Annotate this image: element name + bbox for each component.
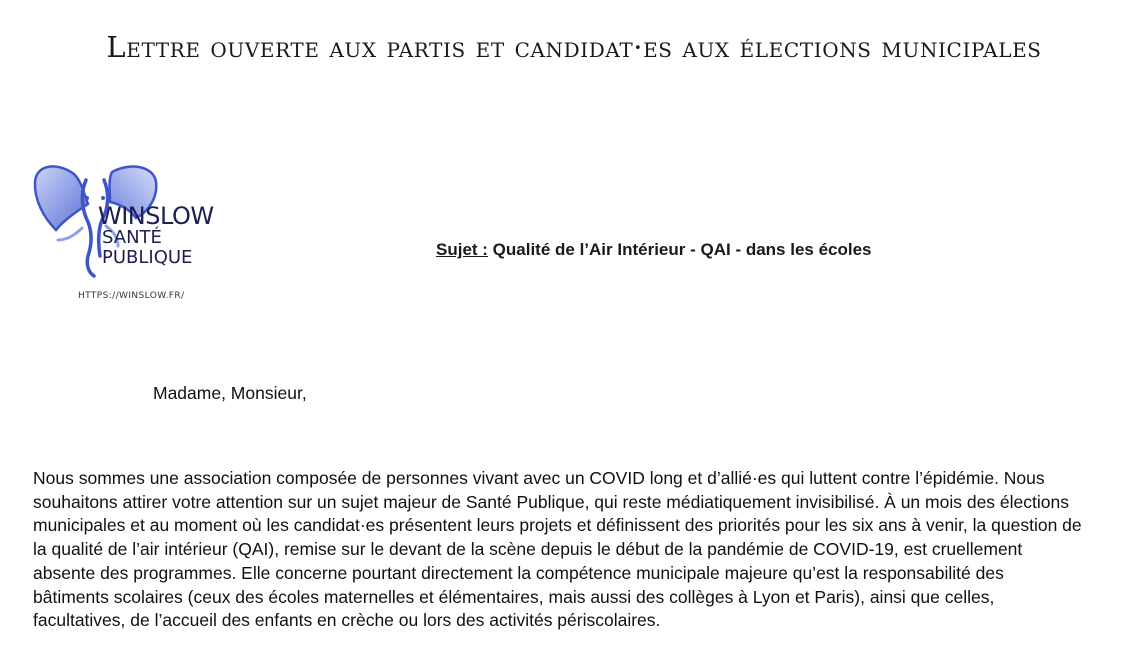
body-line: absente des programmes. Elle concerne pourtant directement la compétence municipale majeure qu’est la responsabilité des (33, 562, 1004, 583)
body-line: souhaitons attirer votre attention sur un sujet majeur de Santé Publique, qui reste médiatiquement invisibilisé. À un mois des élections (33, 491, 1069, 512)
logo-name-line1: WINSLOW (98, 202, 214, 230)
logo-name-line3: PUBLIQUE (102, 247, 193, 268)
body-line: la qualité de l’air intérieur (QAI), remise sur le devant de la scène depuis le début de la pandémie de COVID-19, est cruellement (33, 539, 1023, 560)
winslow-logo (30, 160, 230, 310)
body-line: bâtiments scolaires (ceux des écoles maternelles et élémentaires, mais aussi des collèges à Lyon et Paris), ainsi que celles, (33, 586, 995, 607)
body-line: facultatives, de l’accueil des enfants en crèche ou lors des activités périscolaires. (33, 610, 661, 631)
letter-body-paragraph (33, 467, 1118, 633)
greeting: Madame, Monsieur, (153, 383, 307, 403)
letter-title: Lettre ouverte aux partis et candidat·es aux élections municipales (106, 30, 1042, 64)
letter-subject (436, 240, 872, 260)
body-line: municipales et au moment où les candidat·es présentent leurs projets et définissent des priorités pour les six ans à venir, la question de (33, 515, 1082, 536)
subject-text: Qualité de l’Air Intérieur - QAI - dans les écoles (487, 240, 872, 259)
body-line: Nous sommes une association composée de personnes vivant avec un COVID long et d’allié·es qui luttent contre l’épidémie. Nous (33, 468, 1045, 488)
logo-name-line2: SANTÉ (102, 227, 162, 248)
subject-label: Sujet : (436, 240, 488, 259)
logo-url: HTTPS://WINSLOW.FR/ (78, 291, 185, 301)
